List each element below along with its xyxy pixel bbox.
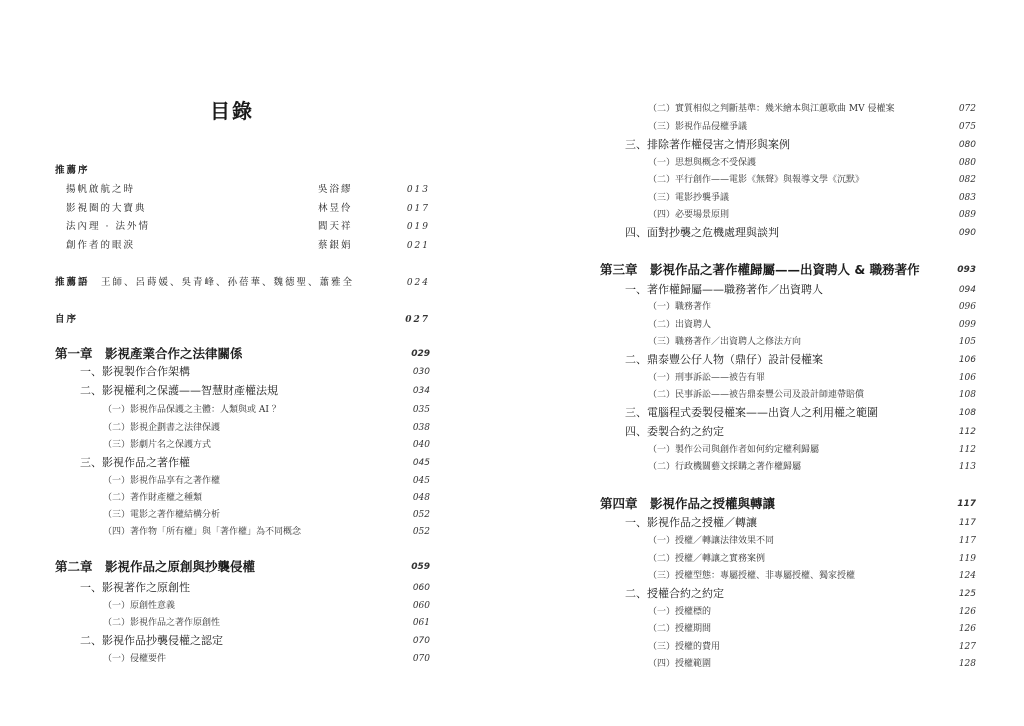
section-heading-number: 三、 bbox=[625, 406, 647, 419]
section-heading-page: 070 bbox=[412, 636, 430, 646]
subsection-entry-number: （一） bbox=[648, 373, 676, 383]
subsection-entry-text: 授權範圍 bbox=[675, 659, 712, 669]
subsection-entry-text: 授權型態：專屬授權、非專屬授權、獨家授權 bbox=[675, 571, 856, 581]
recommend-entry-title: 揚帆啟航之時 bbox=[66, 184, 136, 195]
section-heading bbox=[625, 137, 976, 153]
section-heading-page: 125 bbox=[958, 589, 976, 599]
section-heading-page: 117 bbox=[958, 518, 976, 528]
section-heading-text: 委製合約之約定 bbox=[647, 425, 724, 438]
section-heading-number: 一、 bbox=[80, 365, 102, 378]
subsection-entry-page: 106 bbox=[958, 373, 976, 383]
section-heading-text: 影視作品之著作權 bbox=[102, 456, 190, 469]
section-heading bbox=[80, 383, 430, 399]
recommend-entry-author: 林昱伶 bbox=[318, 202, 353, 214]
subsection-entry-page: 072 bbox=[958, 104, 976, 114]
subsection-entry-number: （四） bbox=[648, 659, 676, 669]
subsection-entry-page: 105 bbox=[958, 337, 976, 347]
subsection-entry bbox=[103, 490, 430, 506]
subsection-entry bbox=[103, 598, 430, 614]
section-heading-text: 影視製作合作架構 bbox=[102, 365, 190, 378]
chapter-heading-page: 059 bbox=[411, 562, 430, 572]
section-heading-page: 090 bbox=[958, 228, 976, 238]
recommend-entry-title: 法內理 · 法外情 bbox=[66, 221, 151, 232]
recommend-entry-title: 創作者的眼淚 bbox=[66, 239, 136, 251]
section-heading-number: 一、 bbox=[80, 581, 102, 594]
subsection-entry-page: 070 bbox=[412, 654, 430, 664]
subsection-entry-text: 電影之著作權結構分析 bbox=[130, 510, 221, 520]
chapter-heading bbox=[55, 346, 430, 362]
page-title: 目錄 bbox=[210, 99, 254, 123]
subsection-entry-number: （四） bbox=[648, 210, 676, 220]
section-heading-page: 045 bbox=[412, 458, 430, 468]
chapter-heading-page: 117 bbox=[957, 499, 976, 509]
section-heading-page: 112 bbox=[958, 427, 976, 437]
chapter-heading-page: 093 bbox=[957, 265, 976, 275]
subsection-entry bbox=[648, 442, 976, 458]
subsection-entry-number: （二） bbox=[648, 624, 676, 634]
section-heading bbox=[625, 424, 976, 440]
section-heading-number: 三、 bbox=[80, 456, 102, 469]
subsection-entry-text: 必要場景原則 bbox=[675, 210, 730, 220]
section-heading bbox=[80, 364, 430, 380]
section-heading bbox=[80, 633, 430, 649]
subsection-entry-page: 080 bbox=[958, 158, 976, 168]
recommend-entry-page: 021 bbox=[406, 240, 430, 251]
subsection-entry-number: （一） bbox=[648, 445, 676, 455]
recommend-blurb-row bbox=[55, 275, 430, 291]
subsection-entry bbox=[648, 533, 976, 549]
subsection-entry bbox=[103, 402, 430, 418]
section-heading-text: 電腦程式委製侵權案——出資人之利用權之範圍 bbox=[647, 406, 878, 419]
subsection-entry bbox=[648, 101, 976, 117]
subsection-entry-number: （三） bbox=[103, 440, 131, 450]
section-heading-number: 二、 bbox=[80, 384, 102, 397]
subsection-entry-text: 實質相似之判斷基準：幾米繪本與江蕙歌曲 MV 侵權案 bbox=[675, 104, 895, 114]
section-heading-number: 四、 bbox=[625, 226, 647, 239]
subsection-entry-page: 089 bbox=[958, 210, 976, 220]
chapter-heading-text: 影視作品之原創與抄襲侵權 bbox=[105, 559, 256, 574]
recommend-entry-page: 017 bbox=[406, 203, 430, 214]
recommend-entry bbox=[66, 201, 430, 217]
subsection-entry-number: （二） bbox=[648, 554, 676, 564]
section-heading bbox=[625, 352, 976, 368]
subsection-entry-page: 113 bbox=[958, 462, 976, 472]
section-heading-number: 四、 bbox=[625, 425, 647, 438]
subsection-entry-number: （三） bbox=[648, 122, 676, 132]
recommend-entry bbox=[66, 182, 430, 198]
subsection-entry-number: （二） bbox=[648, 104, 676, 114]
recommend-entry bbox=[66, 238, 430, 254]
subsection-entry-text: 原創性意義 bbox=[130, 601, 176, 611]
subsection-entry bbox=[648, 621, 976, 637]
subsection-entry-text: 刑事訴訟——被告有罪 bbox=[675, 373, 766, 383]
preface-page: 027 bbox=[405, 315, 430, 325]
subsection-entry-page: 099 bbox=[958, 320, 976, 330]
chapter-heading bbox=[600, 262, 976, 278]
subsection-entry-number: （一） bbox=[648, 536, 676, 546]
subsection-entry-page: 052 bbox=[412, 510, 430, 520]
subsection-entry-text: 侵權要件 bbox=[130, 654, 167, 664]
subsection-entry-number: （四） bbox=[103, 527, 131, 537]
subsection-entry-text: 授權／轉讓之實務案例 bbox=[675, 554, 766, 564]
recommend-entry-title: 影視圈的大寶典 bbox=[66, 202, 147, 214]
subsection-entry-page: 126 bbox=[958, 607, 976, 617]
subsection-entry bbox=[103, 420, 430, 436]
chapter-heading-number: 第二章 bbox=[55, 559, 93, 574]
subsection-entry-text: 授權期間 bbox=[675, 624, 712, 634]
section-heading-page: 034 bbox=[412, 386, 430, 396]
section-heading-text: 影視作品之授權／轉讓 bbox=[647, 516, 757, 529]
subsection-entry bbox=[103, 524, 430, 540]
subsection-entry-number: （三） bbox=[648, 337, 676, 347]
subsection-entry-page: 048 bbox=[412, 493, 430, 503]
section-heading bbox=[625, 405, 976, 421]
subsection-entry-text: 影劇片名之保護方式 bbox=[130, 440, 212, 450]
chapter-heading-text: 影視作品之著作權歸屬——出資聘人 & 職務著作 bbox=[650, 262, 920, 277]
subsection-entry-page: 035 bbox=[412, 405, 430, 415]
chapter-heading bbox=[55, 559, 430, 575]
section-heading-page: 060 bbox=[412, 583, 430, 593]
subsection-entry bbox=[648, 387, 976, 403]
subsection-entry-page: 045 bbox=[412, 476, 430, 486]
subsection-entry-page: 040 bbox=[412, 440, 430, 450]
subsection-entry-page: 108 bbox=[958, 390, 976, 400]
chapter-heading-number: 第三章 bbox=[600, 262, 638, 277]
subsection-entry-page: 124 bbox=[958, 571, 976, 581]
subsection-entry bbox=[103, 437, 430, 453]
recommend-heading bbox=[55, 163, 470, 179]
section-heading-number: 一、 bbox=[625, 283, 647, 296]
chapter-heading-number: 第四章 bbox=[600, 496, 638, 511]
subsection-entry-text: 影視企劃書之法律保護 bbox=[130, 423, 221, 433]
subsection-entry-page: 117 bbox=[958, 536, 976, 546]
section-heading-text: 影視作品抄襲侵權之認定 bbox=[102, 634, 223, 647]
chapter-heading-number: 第一章 bbox=[55, 346, 93, 361]
subsection-entry-page: 075 bbox=[958, 122, 976, 132]
subsection-entry bbox=[103, 473, 430, 489]
subsection-entry-page: 112 bbox=[958, 445, 976, 455]
subsection-entry-page: 126 bbox=[958, 624, 976, 634]
section-heading-text: 影視權利之保護——智慧財產權法規 bbox=[102, 384, 278, 397]
subsection-entry bbox=[648, 639, 976, 655]
subsection-entry-page: 060 bbox=[412, 601, 430, 611]
subsection-entry-number: （一） bbox=[648, 607, 676, 617]
subsection-entry-text: 思想與概念不受保護 bbox=[675, 158, 757, 168]
subsection-entry-number: （一） bbox=[648, 158, 676, 168]
section-heading bbox=[625, 515, 976, 531]
subsection-entry bbox=[648, 370, 976, 386]
subsection-entry-number: （一） bbox=[103, 476, 131, 486]
subsection-entry bbox=[648, 656, 976, 672]
recommend-entry-author: 閻天祥 bbox=[318, 221, 353, 232]
section-heading-text: 鼎泰豐公仔人物（鼎仔）設計侵權案 bbox=[647, 353, 823, 366]
subsection-entry bbox=[648, 334, 976, 350]
subsection-entry-number: （二） bbox=[648, 390, 676, 400]
section-heading bbox=[625, 225, 976, 241]
subsection-entry-text: 職務著作 bbox=[675, 302, 712, 312]
subsection-entry-text: 授權的費用 bbox=[675, 642, 721, 652]
recommend-blurb-label: 推薦語 bbox=[55, 277, 90, 288]
section-heading bbox=[625, 586, 976, 602]
recommend-entry bbox=[66, 219, 430, 235]
subsection-entry-number: （二） bbox=[103, 618, 131, 628]
subsection-entry-text: 民事訴訟——被告鼎泰豐公司及設計師連帶賠償 bbox=[675, 390, 865, 400]
section-heading-number: 一、 bbox=[625, 516, 647, 529]
subsection-entry-page: 127 bbox=[958, 642, 976, 652]
subsection-entry bbox=[648, 155, 976, 171]
subsection-entry-page: 038 bbox=[412, 423, 430, 433]
subsection-entry-number: （三） bbox=[648, 571, 676, 581]
subsection-entry bbox=[648, 299, 976, 315]
subsection-entry-number: （三） bbox=[648, 193, 676, 203]
subsection-entry-text: 製作公司與創作者如何約定權利歸屬 bbox=[675, 445, 820, 455]
subsection-entry-number: （一） bbox=[103, 405, 131, 415]
subsection-entry-page: 128 bbox=[958, 659, 976, 669]
subsection-entry-page: 083 bbox=[958, 193, 976, 203]
subsection-entry bbox=[648, 551, 976, 567]
subsection-entry-text: 著作財產權之種類 bbox=[130, 493, 203, 503]
subsection-entry-text: 授權標的 bbox=[675, 607, 712, 617]
subsection-entry-number: （二） bbox=[648, 462, 676, 472]
subsection-entry bbox=[648, 317, 976, 333]
subsection-entry-number: （三） bbox=[103, 510, 131, 520]
recommend-heading-label: 推薦序 bbox=[55, 165, 90, 176]
subsection-entry-number: （二） bbox=[103, 493, 131, 503]
section-heading-page: 094 bbox=[958, 285, 976, 295]
recommend-blurb-page: 024 bbox=[406, 278, 430, 288]
subsection-entry-text: 著作物「所有權」與「著作權」為不同概念 bbox=[130, 527, 302, 537]
subsection-entry bbox=[648, 459, 976, 475]
recommend-entry-author: 吳浴繆 bbox=[318, 184, 353, 195]
recommend-blurb-names: 王師、呂蒔媛、吳青峰、孙蓓華、魏德聖、蕭雅全 bbox=[101, 277, 355, 288]
section-heading-number: 二、 bbox=[80, 634, 102, 647]
subsection-entry bbox=[103, 615, 430, 631]
subsection-entry-number: （一） bbox=[103, 654, 131, 664]
subsection-entry bbox=[648, 172, 976, 188]
subsection-entry-text: 平行創作——電影《無聲》與報導文學《沉默》 bbox=[675, 175, 865, 185]
subsection-entry bbox=[648, 568, 976, 584]
section-heading-text: 授權合約之約定 bbox=[647, 587, 724, 600]
section-heading bbox=[625, 282, 976, 298]
section-heading-page: 108 bbox=[958, 408, 976, 418]
subsection-entry-text: 影視作品保護之主體：人類與或 AI ？ bbox=[130, 405, 281, 415]
subsection-entry-text: 授權／轉讓法律效果不同 bbox=[675, 536, 775, 546]
chapter-heading-text: 影視產業合作之法律關係 bbox=[105, 346, 243, 361]
subsection-entry-number: （一） bbox=[648, 302, 676, 312]
subsection-entry bbox=[648, 207, 976, 223]
subsection-entry bbox=[648, 190, 976, 206]
subsection-entry-page: 119 bbox=[958, 554, 976, 564]
recommend-entry-page: 013 bbox=[406, 185, 430, 195]
subsection-entry bbox=[103, 507, 430, 523]
chapter-heading bbox=[600, 496, 976, 512]
subsection-entry-text: 行政機關藝文採購之著作權歸屬 bbox=[675, 462, 802, 472]
subsection-entry-page: 061 bbox=[412, 618, 430, 628]
section-heading-page: 030 bbox=[412, 367, 430, 377]
preface-label: 自序 bbox=[55, 314, 79, 325]
subsection-entry-number: （一） bbox=[103, 601, 131, 611]
recommend-entry-page: 019 bbox=[406, 222, 430, 232]
section-heading bbox=[80, 455, 430, 471]
subsection-entry bbox=[103, 651, 430, 667]
subsection-entry-number: （二） bbox=[103, 423, 131, 433]
subsection-entry bbox=[648, 119, 976, 135]
subsection-entry-number: （二） bbox=[648, 175, 676, 185]
subsection-entry-text: 影視作品享有之著作權 bbox=[130, 476, 221, 486]
subsection-entry-page: 096 bbox=[958, 302, 976, 312]
section-heading-page: 106 bbox=[958, 355, 976, 365]
recommend-entry-author: 蔡銀娟 bbox=[318, 239, 353, 251]
section-heading-number: 二、 bbox=[625, 587, 647, 600]
subsection-entry-text: 影視作品侵權爭議 bbox=[675, 122, 748, 132]
section-heading-text: 面對抄襲之危機處理與談判 bbox=[647, 226, 779, 239]
preface-row bbox=[55, 312, 430, 328]
subsection-entry-text: 職務著作／出資聘人之修法方向 bbox=[675, 337, 802, 347]
subsection-entry bbox=[648, 604, 976, 620]
section-heading bbox=[80, 580, 430, 596]
section-heading-number: 三、 bbox=[625, 138, 647, 151]
subsection-entry-number: （三） bbox=[648, 642, 676, 652]
subsection-entry-page: 052 bbox=[412, 527, 430, 537]
section-heading-number: 二、 bbox=[625, 353, 647, 366]
subsection-entry-number: （二） bbox=[648, 320, 676, 330]
subsection-entry-text: 電影抄襲爭議 bbox=[675, 193, 730, 203]
subsection-entry-text: 出資聘人 bbox=[675, 320, 712, 330]
section-heading-text: 排除著作權侵害之情形與案例 bbox=[647, 138, 790, 151]
section-heading-page: 080 bbox=[958, 140, 976, 150]
section-heading-text: 著作權歸屬——職務著作／出資聘人 bbox=[647, 283, 823, 296]
subsection-entry-page: 082 bbox=[958, 175, 976, 185]
section-heading-text: 影視著作之原創性 bbox=[102, 581, 190, 594]
chapter-heading-text: 影視作品之授權與轉讓 bbox=[650, 496, 776, 511]
chapter-heading-page: 029 bbox=[411, 349, 430, 359]
subsection-entry-text: 影視作品之著作原創性 bbox=[130, 618, 221, 628]
